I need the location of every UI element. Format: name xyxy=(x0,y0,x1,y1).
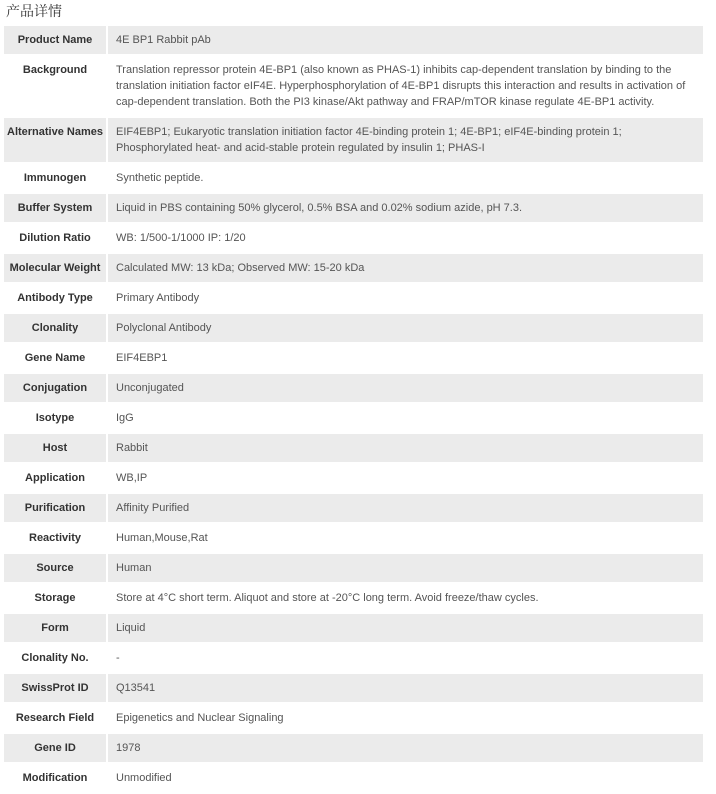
row-label: SwissProt ID xyxy=(4,674,106,702)
table-row xyxy=(4,224,703,252)
table-row xyxy=(4,434,703,462)
table-row xyxy=(4,764,703,792)
table-row xyxy=(4,464,703,492)
row-value: - xyxy=(106,644,703,672)
row-label: Clonality No. xyxy=(21,652,89,664)
table-row xyxy=(4,374,703,402)
table-row xyxy=(4,194,703,222)
row-value: EIF4EBP1; Eukaryotic translation initiation factor 4E-binding protein 1; 4E-BP1; eIF4E-binding protein 1; Phosphorylated heat- and acid-stable protein regulated by insulin 1; PHAS-I xyxy=(106,118,703,162)
row-value: WB: 1/500-1/1000 IP: 1/20 xyxy=(106,224,703,252)
row-value: Human,Mouse,Rat xyxy=(106,524,703,552)
row-label: Alternative Names xyxy=(4,118,106,162)
row-label: Gene ID xyxy=(4,734,106,762)
row-value: WB,IP xyxy=(106,464,703,492)
row-value: Synthetic peptide. xyxy=(106,164,703,192)
table-row xyxy=(4,524,703,552)
row-label: Gene Name xyxy=(24,352,86,364)
row-label: Dilution Ratio xyxy=(19,232,91,244)
row-label: Research Field xyxy=(15,712,95,724)
row-label: Application xyxy=(25,472,85,484)
row-label: Antibody Type xyxy=(17,292,93,304)
row-label: Reactivity xyxy=(29,532,81,544)
row-label: Storage xyxy=(34,592,76,604)
row-value: Translation repressor protein 4E-BP1 (also known as PHAS-1) inhibits cap-dependent translation by binding to the translation initiation factor eIF4E. Hyperphosphorylation of 4E-BP1 disrupts this interaction and results in activation of cap-dependent translation. Both the PI3 kinase/Akt pathway and FRAP/mTOR kinase regulate 4E-BP1 activity. xyxy=(106,56,703,116)
table-row xyxy=(4,704,703,732)
table-row xyxy=(4,344,703,372)
table-row xyxy=(4,494,703,522)
row-label: Modification xyxy=(22,772,88,784)
row-value: IgG xyxy=(106,404,703,432)
row-value: Liquid in PBS containing 50% glycerol, 0.5% BSA and 0.02% sodium azide, pH 7.3. xyxy=(106,194,703,222)
row-value: Affinity Purified xyxy=(106,494,703,522)
row-label: Form xyxy=(4,614,106,642)
row-value: Rabbit xyxy=(106,434,703,462)
row-label: Immunogen xyxy=(23,172,87,184)
table-row xyxy=(4,314,703,342)
product-details-body xyxy=(4,26,703,792)
row-value: Q13541 xyxy=(106,674,703,702)
table-row xyxy=(4,584,703,612)
row-value: 1978 xyxy=(106,734,703,762)
row-label: Product Name xyxy=(4,26,106,54)
row-value: Liquid xyxy=(106,614,703,642)
table-row xyxy=(4,56,703,116)
table-row xyxy=(4,254,703,282)
row-label: Clonality xyxy=(4,314,106,342)
table-row xyxy=(4,26,703,54)
row-value: Unmodified xyxy=(106,764,703,792)
row-label: Conjugation xyxy=(4,374,106,402)
row-value: Epigenetics and Nuclear Signaling xyxy=(106,704,703,732)
row-label: Isotype xyxy=(35,412,75,424)
row-value: Polyclonal Antibody xyxy=(106,314,703,342)
row-value: Unconjugated xyxy=(106,374,703,402)
table-row xyxy=(4,554,703,582)
row-value: Human xyxy=(106,554,703,582)
row-value: Primary Antibody xyxy=(106,284,703,312)
table-row xyxy=(4,118,703,162)
row-value: 4E BP1 Rabbit pAb xyxy=(106,26,703,54)
row-label: Host xyxy=(4,434,106,462)
row-label: Molecular Weight xyxy=(4,254,106,282)
table-row xyxy=(4,644,703,672)
table-row xyxy=(4,284,703,312)
row-value: Calculated MW: 13 kDa; Observed MW: 15-20 kDa xyxy=(106,254,703,282)
table-row xyxy=(4,164,703,192)
table-row xyxy=(4,404,703,432)
row-label: Source xyxy=(4,554,106,582)
row-value: EIF4EBP1 xyxy=(106,344,703,372)
table-row xyxy=(4,614,703,642)
page-title: 产品详情 xyxy=(6,4,62,20)
product-details-table xyxy=(4,24,703,794)
row-value: Store at 4°C short term. Aliquot and store at -20°C long term. Avoid freeze/thaw cycles. xyxy=(106,584,703,612)
table-row xyxy=(4,674,703,702)
table-row xyxy=(4,734,703,762)
row-label: Background xyxy=(22,64,88,76)
row-label: Purification xyxy=(4,494,106,522)
row-label: Buffer System xyxy=(4,194,106,222)
